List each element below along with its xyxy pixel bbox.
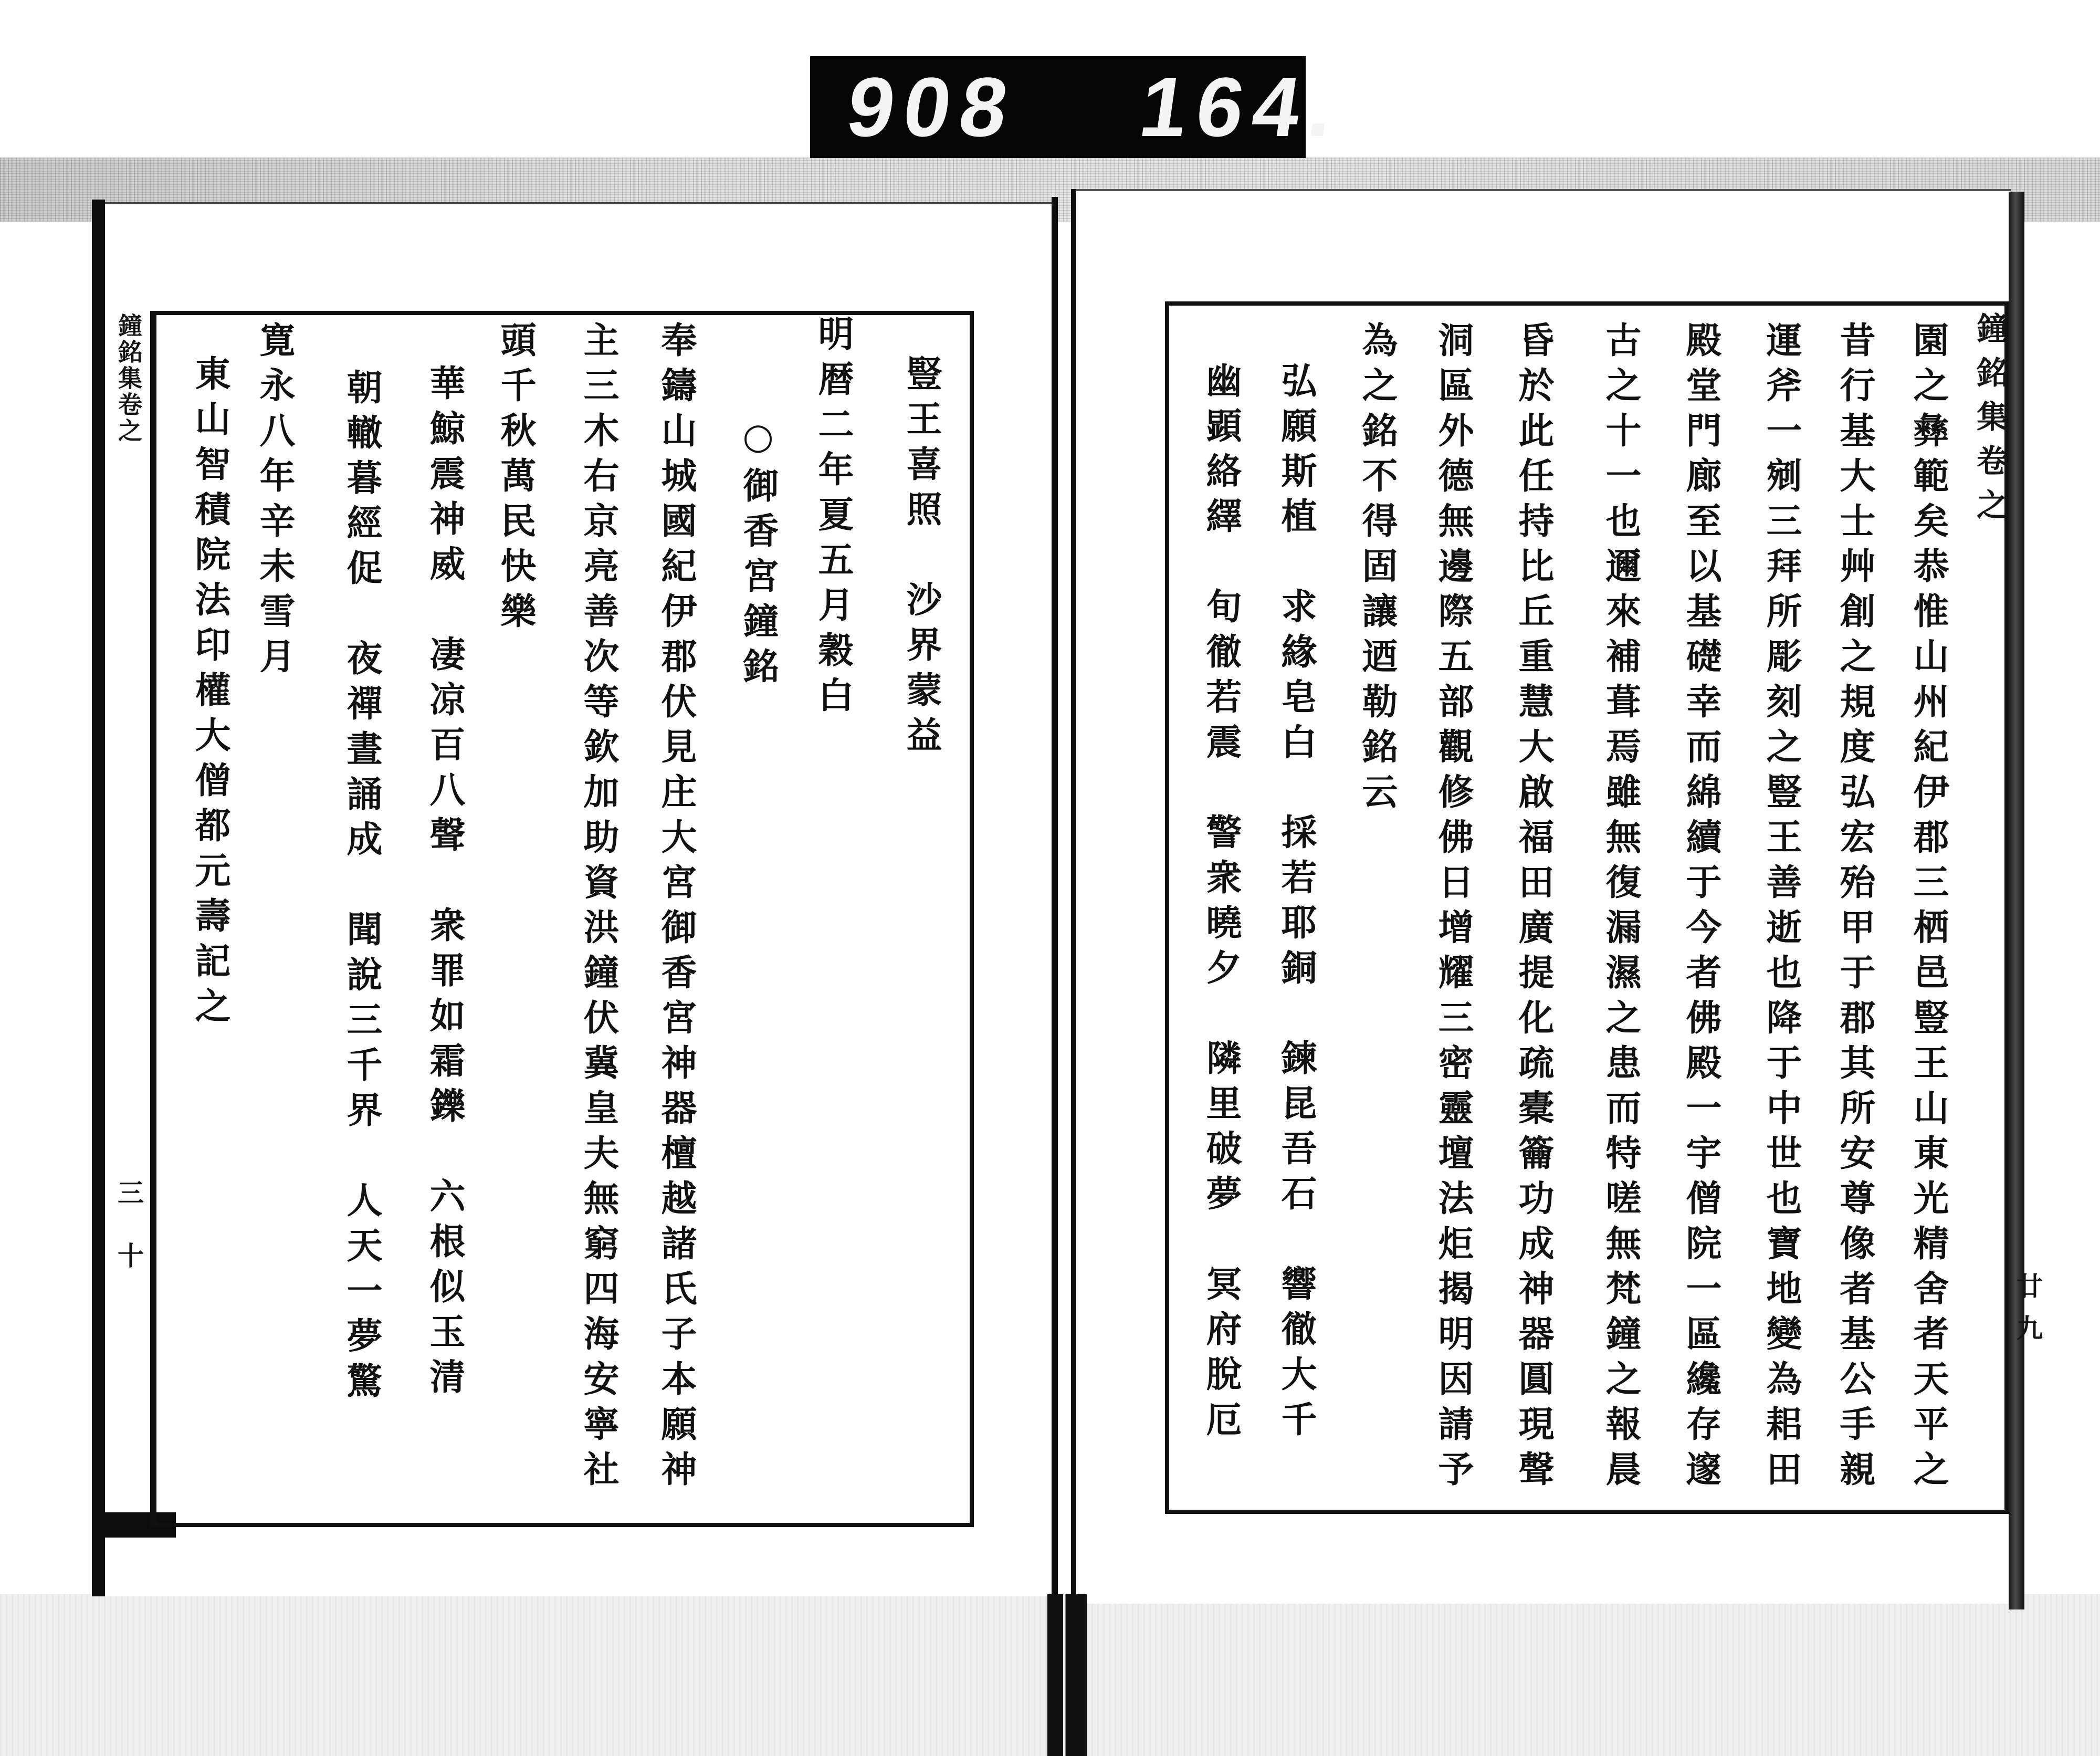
- gutter-shadow-bottom: [1047, 1594, 1087, 1756]
- catalog-number-right: 164.: [1134, 60, 1349, 154]
- right-page-column-7: 洞區外德無邊際五部觀修佛日增耀三密靈壇法炬揭明因請予: [1432, 321, 1474, 1496]
- left-page-colophon-author: 東山智積院法印權大僧都元壽記之: [189, 355, 231, 1032]
- right-page-column-2: 昔行基大士艸創之規度弘宏殆甲于郡其所安尊像者基公手親: [1834, 321, 1876, 1496]
- left-page-date-column: 明暦二年夏五月穀白: [812, 315, 854, 722]
- right-page-verse-column-1: 弘願斯植 求緣皂白 採若耶銅 鍊昆吾石 響徹大千: [1275, 362, 1317, 1446]
- right-page-column-4: 殿堂門廊至以基礎幸而綿續于今者佛殿一宇僧院一區纔存邃: [1680, 321, 1722, 1496]
- right-page-column-8: 為之銘不得固讓迺勒銘云: [1356, 321, 1398, 818]
- left-page-heading-column: ○御香宮鐘銘: [737, 415, 779, 693]
- left-page-column-6: 頭千秋萬民快樂: [495, 321, 537, 637]
- right-page-verse-column-2: 幽顕絡繹 旬徹若震 警衆曉夕 隣里破夢 冥府脫厄: [1200, 362, 1242, 1446]
- right-page-running-title: 鐘銘集卷之: [1971, 312, 2008, 532]
- left-page-folio-number: 三十: [113, 1179, 144, 1305]
- right-page-outer-edge: [2009, 192, 2024, 1609]
- gutter-line-right: [1071, 189, 1076, 1602]
- left-page-column-5: 主三木右京亮善次等欽加助資洪鐘伏冀皇夫無窮四海安寧社: [578, 321, 620, 1496]
- catalog-number-label: [810, 56, 1349, 158]
- right-page-column-5: 古之十一也邇來補葺焉雖無復漏濕之患而特嗟無梵鐘之報晨: [1600, 321, 1642, 1496]
- left-page-outer-edge: [92, 200, 105, 1596]
- catalog-number-left: 908: [841, 60, 1023, 154]
- left-page-verse-end-column: 豎王喜照 沙界蒙益: [900, 355, 942, 761]
- right-page-column-3: 運斧一剜三拜所彫刻之豎王善逝也降于中世也寶地變為耜田: [1760, 321, 1802, 1496]
- left-page-verse-column-2: 朝轍暮經促 夜禪晝誦成 聞說三千界 人天一夢驚: [341, 369, 383, 1407]
- left-page-verse-column-1: 華鯨震神威 凄凉百八聲 衆罪如霜鑠 六根似玉清: [424, 364, 466, 1403]
- right-page-column-1: 園之彝範矣恭惟山州紀伊郡三栖邑豎王山東光精舍者天平之: [1907, 321, 1949, 1496]
- left-page-colophon-date: 寛永八年辛未雪月: [254, 321, 296, 683]
- gutter-line-left: [1052, 197, 1058, 1596]
- left-page-running-title: 鐘銘集卷之: [114, 313, 143, 444]
- right-page-folio-number: 廿九: [2012, 1272, 2043, 1356]
- left-page-column-4: 奉鑄山城國紀伊郡伏見庄大宮御香宮神器檀越諸氏子本願神: [655, 321, 697, 1496]
- right-page-column-6: 昏於此任持比丘重慧大啟福田廣提化疏橐籥功成神器圓現聲: [1513, 321, 1555, 1496]
